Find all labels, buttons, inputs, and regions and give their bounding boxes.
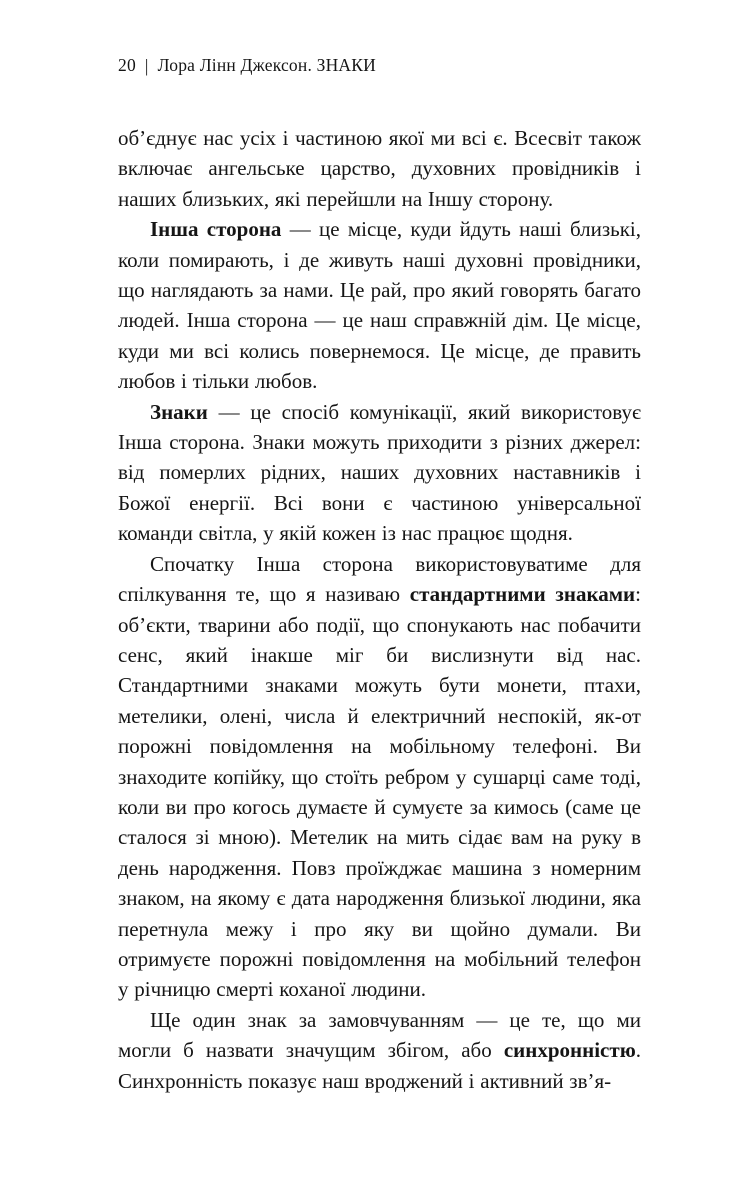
running-header (118, 54, 641, 76)
text-run: об’єднує нас усіх і частиною якої ми всі є. Всесвіт також включає ангельське царство, духовних провідників і наших близьких, які перейшли на Іншу сторону. (118, 126, 641, 211)
bold-term-znaky: Знаки (150, 399, 208, 424)
header-separator: | (144, 54, 149, 76)
page-number: 20 (118, 55, 136, 75)
body-paragraph (118, 549, 641, 1005)
body-paragraph (118, 123, 641, 214)
bold-term-synkhronnist: синхронністю (503, 1038, 636, 1063)
running-title: Лора Лінн Джексон. ЗНАКИ (157, 55, 376, 75)
body-paragraph (118, 214, 641, 396)
body-paragraph (118, 1005, 641, 1096)
text-run: : об’єкти, тварини або події, що спонукають нас побачити сенс, який інакше міг би вислизнути від нас. Стандартними знаками можуть бути монети, птахи, метелики, олені, числа й електричний неспокій, як-от порожні повідомлення на мобільному телефоні. Ви знаходите копійку, що стоїть ребром у сушарці саме тоді, коли ви про когось думаєте й сумуєте за кимось (саме це сталося зі мною). Метелик на мить сідає вам на руку в день народження. Повз проїжджає машина з номерним знаком, на якому є дата народження близької людини, яка перетнула межу і про яку ви щойно думали. Ви отримуєте порожні повідомлення на мобільний телефон у річницю смерті коханої людини. (118, 582, 641, 1002)
body-paragraph (118, 397, 641, 549)
text-run: — це спосіб комунікації, який використовує Інша сторона. Знаки можуть приходити з різних джерел: від померлих рідних, наших духовних наставників і Божої енергії. Всі вони є частиною універсальної команди світла, у якій кожен із нас працює щодня. (118, 399, 641, 546)
bold-term-insha-storona: Інша сторона (150, 217, 282, 242)
page-body (118, 123, 641, 1096)
text-run: Ще один знак за замовчуванням — це те, що ми могли б назвати значущим збігом, або (118, 1007, 641, 1063)
text-run: Спочатку Інша сторона використовуватиме для спілкування те, що я називаю (118, 551, 641, 607)
bold-term-standartni-znaky: стандартними знаками (409, 582, 636, 607)
text-run: — це місце, куди йдуть наші близькі, коли помирають, і де живуть наші духовні провідники, що наглядають за нами. Це рай, про який говорять багато людей. Інша сторона — це наш справжній дім. Це місце, куди ми всі колись повернемося. Це місце, де править любов і тільки любов. (118, 217, 641, 394)
text-run: . Синхронність показує наш вроджений і активний зв’я- (118, 1038, 641, 1093)
